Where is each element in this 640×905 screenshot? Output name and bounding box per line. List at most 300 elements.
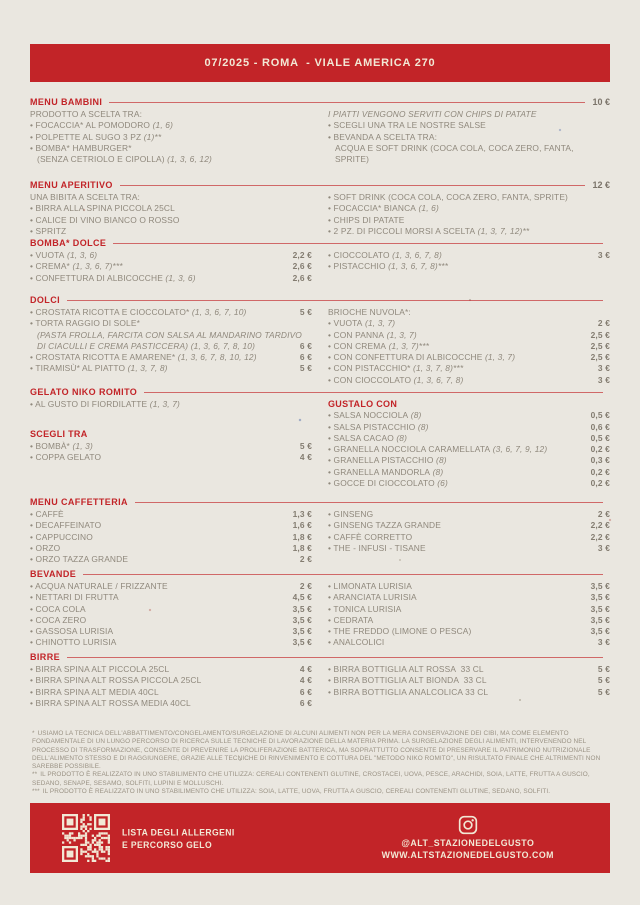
item-price: 2,2 € [590,520,610,531]
section-columns [30,109,610,165]
item-price: 5 € [597,686,610,697]
item-price: 3 € [597,637,610,648]
heading-rule [144,392,603,393]
section-menu-aperitivo [30,180,610,237]
column-left [30,192,312,237]
item-price: 3,5 € [292,637,312,648]
allergen-line2: E PERCORSO GELO [122,838,213,850]
menu-item [30,554,312,565]
allergen-ref: (1, 3, 6, 7, 10) [189,307,247,317]
price-fill [463,363,598,374]
menu-item [30,307,312,318]
menu-item-text: • CON PISTACCHIO* (1, 3, 7, 8)*** [328,363,464,374]
allergen-ref: (1, 3, 6, 7, 8, 10, 12) [175,352,257,363]
menu-item-text: • AL GUSTO DI FIORDILATTE (1, 3, 7) [30,399,180,409]
menu-item [328,592,610,603]
allergen-ref: (8) [415,421,429,432]
menu-item-text: • VUOTA (1, 3, 6) [30,250,98,260]
menu-item-text: (SENZA CETRIOLO E CIPOLLA) (1, 3, 6, 12) [37,154,212,165]
price-fill [169,664,300,675]
menu-item [328,532,610,543]
item-price: 3,5 € [590,581,610,591]
menu-item-text: • TONICA LURISIA [328,603,402,614]
menu-item [328,192,610,203]
column-right [328,581,610,649]
allergen-ref: (1, 3, 6, 7)*** [69,261,123,272]
item-price: 4,5 € [292,592,312,603]
column-left [30,250,312,284]
menu-item-text: • GOCCE DI CIOCCOLATO (6) [328,478,448,489]
allergen-ref: (6) [434,478,448,489]
allergen-ref: (1, 6) [416,203,439,214]
section-price: 10 € [592,97,610,107]
section-columns [30,581,610,649]
menu-item [328,375,610,386]
section-columns [30,192,610,237]
column-label [30,192,312,203]
price-fill [64,509,293,520]
menu-item [30,132,312,143]
menu-item-text: • ARANCIATA LURISIA [328,592,417,603]
allergen-ref: (1, 3, 6, 12) [164,154,212,165]
item-price: 6 € [299,352,312,363]
price-fill [487,675,598,686]
menu-item [328,478,610,489]
item-price: 5 € [299,307,312,317]
section-bevande [30,569,610,649]
menu-item [30,352,312,363]
menu-item [328,455,610,466]
allergen-ref: (1, 3, 6, 7, 8) [389,250,442,260]
menu-item-text: • BIRRA SPINA ALT PICCOLA 25CL [30,664,170,674]
menu-item [30,532,312,543]
price-fill [407,433,591,444]
section-title: BOMBA* DOLCE [30,238,107,248]
item-price: 0,2 € [590,444,610,455]
menu-subheading: GUSTALO CON [328,399,398,409]
menu-item [328,581,610,592]
column-left [30,109,312,165]
price-fill [373,509,598,520]
price-fill [443,467,590,478]
item-price: 3 € [597,374,610,385]
section-heading [30,97,610,107]
menu-item-text: • CIOCCOLATO (1, 3, 6, 7, 8) [328,250,442,260]
menu-item-text: • CROSTATA RICOTTA E CIOCCOLATO* (1, 3, 6, 7, 10) [30,307,247,317]
menu-item-text: • BIRRA BOTTIGLIA ALT BIONDA 33 CL [328,675,487,686]
section-heading [30,387,610,397]
menu-item-text: • GRANELLA MANDORLA (8) [328,466,444,477]
menu-item-text: (PASTA FROLLA, FARCITA CON SALSA AL MANDARINO TARDIVO [37,329,302,340]
item-price: 1,8 € [292,542,312,553]
allergen-ref: (1)** [141,131,162,142]
allergen-ref: (1, 3, 7) [482,352,516,363]
menu-item-text: PRODOTTO A SCELTA TRA: [30,109,143,119]
item-price: 6 € [299,340,312,351]
allergen-ref: (1, 3, 7, 12)** [475,225,530,236]
menu-item [30,226,312,237]
menu-item-continuation [30,341,312,352]
price-fill [60,543,292,554]
price-fill [123,261,293,272]
menu-item [328,250,610,261]
menu-item [328,261,610,272]
menu-item-text: • COCA COLA [30,603,86,614]
heading-rule [135,502,603,503]
item-price: 3 € [597,542,610,553]
footnote-marker: * [32,730,35,737]
menu-item [30,452,312,463]
menu-item-text: DI CIACULLI E CREMA PASTICCERA) (1, 3, 6, 7, 8, 10) [37,340,256,351]
price-fill [128,554,300,565]
menu-item-text: • BIRRA ALLA SPINA PICCOLA 25CL [30,203,175,214]
footnote: *** IL PRODOTTO È REALIZZATO IN UNO STABILIMENTO CHE UTILIZZA: SOIA, LATTE, UOVA, FRUTTA A GUSCIO, CEREALI CONTENENTI GLUTINE, SEDANO, SOLFITI. [32,788,551,796]
item-price: 2,5 € [590,340,610,351]
column-left [30,509,312,565]
menu-item [30,509,312,520]
price-fill [412,532,590,543]
item-price: 2,5 € [590,352,610,363]
menu-item-text: • CALICE DI VINO BIANCO O ROSSO [30,214,180,225]
item-price: 3 € [597,250,610,260]
menu-item-text: • TIRAMISÙ* AL PIATTO (1, 3, 7, 8) [30,363,168,374]
section-title: GELATO NIKO ROMITO [30,387,138,397]
menu-item [328,341,610,352]
menu-item-text: UNA BIBITA A SCELTA TRA: [30,192,141,202]
heading-rule [120,185,586,186]
menu-item-text: • ACQUA NATURALE / FRIZZANTE [30,581,168,591]
section-columns [30,509,610,565]
price-fill [373,615,590,626]
section-title: MENU APERITIVO [30,180,113,190]
header-bar [30,44,610,82]
menu-item-text: • FOCACCIA* BIANCA (1, 6) [328,203,439,214]
menu-item [328,318,610,329]
item-price: 1,6 € [292,520,312,531]
section-heading [30,569,610,579]
section-title: MENU BAMBINI [30,97,103,107]
menu-item-text: • NETTARI DI FRUTTA [30,592,119,603]
menu-item [328,520,610,531]
heading-rule [109,102,585,103]
price-fill [426,543,598,554]
item-price: 4 € [299,664,312,674]
section-title: DOLCI [30,295,60,305]
menu-item [328,410,610,421]
menu-item [30,520,312,531]
price-fill [257,352,300,363]
item-price: 5 € [299,440,312,451]
section-heading [30,652,610,662]
menu-item-text: BRIOCHE NUVOLA*: [328,307,411,317]
menu-item-text: • BEVANDA A SCELTA TRA: [328,131,438,142]
item-price: 6 € [299,686,312,697]
column-left [30,307,312,386]
price-fill [441,520,591,531]
price-fill [447,455,591,466]
allergen-ref: (8) [433,455,447,466]
item-price: 2,2 € [590,531,610,542]
menu-item [30,615,312,626]
allergen-ref: (1, 3, 6, 7, 8) [411,374,464,385]
price-fill [417,330,591,341]
menu-item-text: • CON CONFETTURA DI ALBICOCCHE (1, 3, 7) [328,352,516,363]
menu-item [328,120,610,131]
menu-item-text: • BIRRA BOTTIGLIA ANALCOLICA 33 CL [328,686,489,697]
price-fill [113,626,292,637]
allergen-ref: (1, 3, 6, 7, 8)*** [385,261,449,272]
menu-item-text: • CONFETTURA DI ALBICOCCHE (1, 3, 6) [30,272,196,283]
allergen-ref: (1, 3, 7)*** [386,340,430,351]
menu-item [328,637,610,648]
section-heading [30,238,610,248]
menu-item-text: • SPRITZ [30,225,67,236]
menu-item-text: • CON CREMA (1, 3, 7)*** [328,340,430,351]
menu-item-text: • THE - INFUSI - TISANE [328,542,426,553]
price-fill [168,581,300,592]
menu-item-text: • ORZO TAZZA GRANDE [30,554,129,565]
price-fill [201,675,300,686]
menu-item-text: • POLPETTE AL SUGO 3 PZ (1)** [30,131,162,142]
menu-item-text: • CAFFÈ CORRETTO [328,531,413,542]
menu-item [328,615,610,626]
menu-item [30,120,312,131]
menu-item-text: • VUOTA (1, 3, 7) [328,318,396,329]
menu-item [30,543,312,554]
menu-item [30,143,312,154]
price-fill [515,352,590,363]
price-fill [86,615,292,626]
menu-item [328,352,610,363]
footer-bar [30,803,610,873]
allergen-ref: (1, 3, 6) [64,250,98,260]
price-fill [417,592,591,603]
section-title: BIRRE [30,652,61,662]
item-price: 6 € [299,697,312,708]
item-price: 3,5 € [292,603,312,614]
item-price: 1,3 € [292,509,312,519]
allergen-ref: (8) [393,432,408,443]
item-price: 0,5 € [590,410,610,421]
allergen-ref: (1, 6) [150,120,174,131]
menu-item [328,363,610,374]
price-fill [471,626,590,637]
menu-item [30,664,312,675]
item-price: 3,5 € [590,614,610,625]
menu-item-text: • CREMA* (1, 3, 6, 7)*** [30,261,123,272]
menu-item-text: • THE FREDDO (LIMONE O PESCA) [328,626,472,637]
price-fill [412,581,591,592]
price-fill [196,273,293,284]
item-price: 0,5 € [590,432,610,443]
menu-item [328,626,610,637]
price-fill [101,452,300,463]
menu-item [328,203,610,214]
allergen-ref: (1, 3, 6, 7, 8, 10) [188,340,256,351]
column-right [328,509,610,565]
price-fill [159,687,300,698]
price-fill [448,478,591,489]
menu-item [30,604,312,615]
spacer [30,410,312,429]
section-heading [30,295,610,305]
allergen-ref: (1, 3) [69,440,93,451]
menu-item-text: • ORZO [30,542,61,553]
section-title: BEVANDE [30,569,77,579]
item-price: 5 € [597,664,610,674]
menu-item [328,433,610,444]
menu-item-text: • CAFFÈ [30,509,64,519]
menu-item-text: • CON CIOCCOLATO (1, 3, 6, 7, 8) [328,374,464,385]
menu-item-text: • DECAFFEINATO [30,520,102,531]
allergen-ref: (1, 3, 6) [162,272,196,283]
item-price: 0,2 € [590,466,610,477]
footnote-marker: *** [32,788,40,796]
item-price: 3 € [597,363,610,374]
menu-item-text: • CEDRATA [328,614,374,625]
menu-item-text: I PIATTI VENGONO SERVITI CON CHIPS DI PATATE [328,109,537,119]
menu-item [30,261,312,272]
footer-allergen-block [62,814,235,862]
menu-item-continuation [30,330,312,341]
column-right [328,109,610,165]
item-price: 2,6 € [292,272,312,283]
heading-rule [83,574,603,575]
price-fill [93,441,300,452]
item-price: 2,2 € [292,250,312,260]
menu-item-text: • GRANELLA NOCCIOLA CARAMELLATA (3, 6, 7, 9, 12) [328,444,548,455]
menu-item [328,422,610,433]
allergen-label [122,826,235,850]
allergen-ref: (1, 3, 7) [362,318,396,329]
section-price: 12 € [592,180,610,190]
instagram-handle: @ALT_STAZIONEDELGUSTO [401,837,535,848]
price-fill [463,375,597,386]
price-fill [442,250,598,261]
menu-item [30,637,312,648]
menu-item [30,687,312,698]
menu-item [30,698,312,709]
menu-item [30,273,312,284]
menu-item-text: ACQUA E SOFT DRINK (COCA COLA, COCA ZERO, FANTA, SPRITE) [335,142,577,165]
footer-social-block [382,815,554,862]
menu-item-text: • COPPA GELATO [30,451,102,462]
item-price: 2,6 € [292,261,312,272]
price-fill [255,341,300,352]
column-left [30,664,312,709]
menu-item-text: • GINSENG TAZZA GRANDE [328,520,441,531]
instagram-icon [458,815,478,835]
price-fill [547,444,590,455]
menu-item [30,318,312,329]
item-price: 3,5 € [590,626,610,637]
header-title: 07/2025 - ROMA - VIALE AMERICA 270 [204,57,436,69]
heading-rule [113,243,603,244]
price-fill [119,592,293,603]
item-price: 1,8 € [292,531,312,542]
allergen-ref: (8) [430,466,444,477]
column-label [328,307,610,318]
menu-item-text: • PISTACCHIO (1, 3, 6, 7, 8)*** [328,261,449,272]
section-columns [30,664,610,709]
menu-item [328,675,610,686]
menu-item-text: • SOFT DRINK (COCA COLA, COCA ZERO, FANTA, SPRITE) [328,192,568,202]
item-price: 2 € [597,509,610,519]
menu-item-text: • LIMONATA LURISIA [328,581,412,591]
menu-item-text: • COCA ZERO [30,614,87,625]
price-fill [246,307,299,318]
heading-rule [67,300,603,301]
menu-item [30,215,312,226]
allergen-ref: (1, 3, 7) [147,399,180,409]
menu-item [30,363,312,374]
menu-item-text: • CHINOTTO LURISIA [30,637,117,648]
column-left [30,581,312,649]
menu-item-continuation [30,154,312,165]
section-columns [30,399,610,489]
menu-item-text: • ANALCOLICI [328,637,385,648]
heading-rule [67,657,603,658]
menu-item-text: • BOMBÀ* (1, 3) [30,440,93,451]
menu-item-text: • GASSOSA LURISIA [30,626,114,637]
allergen-ref: (8) [408,410,422,421]
menu-item [328,467,610,478]
menu-item [30,581,312,592]
section-columns [30,307,610,386]
menu-item-text: • CHIPS DI PATATE [328,214,405,225]
menu-item [328,664,610,675]
footnote: ** IL PRODOTTO È REALIZZATO IN UNO STABILIMENTO CHE UTILIZZA: CEREALI CONTENENTI GLUTINE, CROSTACEI, UOVA, PESCE, ARACHIDI, SOIA, LATTE, FRUTTA A GUSCIO, SEDANO, SENAPE, SESAMO, SOLFITI, LUPINI E MOLLUSCHI. [32,771,590,787]
section-title: MENU CAFFETTERIA [30,497,128,507]
menu-item [328,132,610,143]
item-price: 5 € [299,363,312,374]
menu-item [30,250,312,261]
menu-item [30,592,312,603]
menu-item [328,215,610,226]
price-fill [93,532,293,543]
price-fill [429,341,591,352]
menu-item-continuation [328,143,610,166]
price-fill [484,664,598,675]
item-price: 2 € [597,318,610,329]
item-price: 0,2 € [590,478,610,489]
item-price: 4 € [299,451,312,462]
price-fill [429,422,591,433]
menu-item [30,441,312,452]
section-bomba-dolce [30,238,610,284]
item-price: 2 € [299,554,312,565]
section-menu-bambini [30,97,610,165]
column-right [328,399,610,489]
column-right [328,192,610,237]
section-heading [30,180,610,190]
menu-subheading: SCEGLI TRA [30,429,88,440]
price-fill [101,520,292,531]
item-price: 3,5 € [292,626,312,637]
allergen-ref: (1, 3, 7) [384,329,417,340]
price-fill [191,698,300,709]
menu-item-text: • SALSA PISTACCHIO (8) [328,421,429,432]
section-dolci [30,295,610,386]
item-price: 3,5 € [292,614,312,625]
menu-item-text: • CROSTATA RICOTTA E AMARENE* (1, 3, 6, 7, 8, 10, 12) [30,352,257,363]
footnote-marker: ** [32,771,38,779]
menu-item-text: • GRANELLA PISTACCHIO (8) [328,455,447,466]
footnote: * USIAMO LA TECNICA DELL'ABBATTIMENTO/CONGELAMENTO/SURGELAZIONE DI ALCUNI ALIMENTI NON PER LA MERA CONSERVAZIONE DEI CIBI, MA COME ELEMENTO FONDAMENTALE DI UN LUNGO PERCORSO DI RICERCA SULLE TECNICHE DI LAVORAZIONE DELLA MATERIA PRIMA. LA SURGELAZIONE DEGLI ALIMENTI, INTERVENENDO NEL PROCESSO DI TRASFORMAZIONE, CONSENTE DI PREVENIRE LA PROLIFERAZIONE BATTERICA, MA SOPRATTUTTO CONSENTE DI PRESERVARE IL PATRIMONIO NUTRIZIONALE DELL'ALIMENTO STESSO E DI RAGGIUNGERE, GRAZIE ALLE TECNICHE DI RINVENIMENTO E COTTURA DEL "METODO NIKO ROMITO", UN RISULTATO FINALE CHE ALTRIMENTI NON SAREBBE POSSIBILE. [32,730,601,771]
column-right [328,250,610,284]
allergen-ref: (1, 3, 7, 8) [125,363,168,374]
menu-item-text: • SALSA CACAO (8) [328,432,408,443]
